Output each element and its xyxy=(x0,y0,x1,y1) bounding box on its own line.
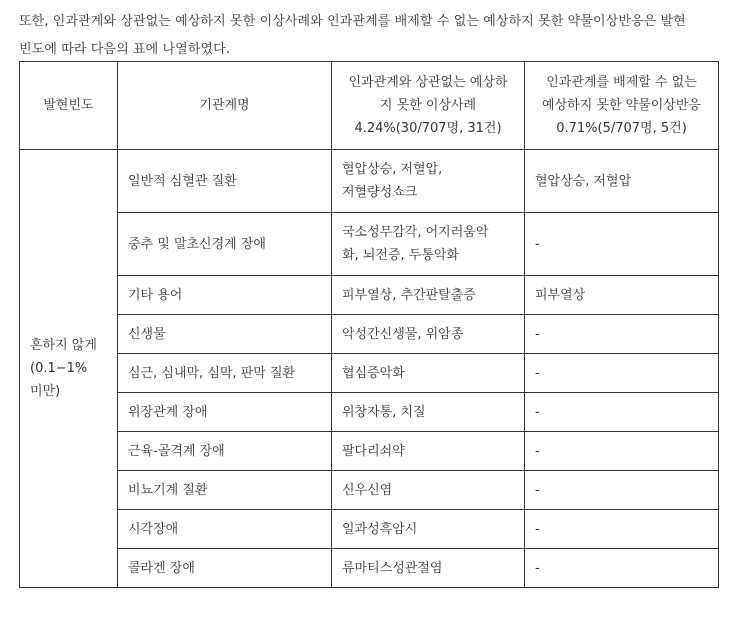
table-row xyxy=(20,276,719,315)
header-frequency: 발현빈도 xyxy=(20,62,118,150)
header-unrelated-line-2: 지 못한 이상사례 xyxy=(379,98,477,113)
causal-cell: - xyxy=(525,213,719,276)
intro-line-1: 또한, 인과관계와 상관없는 예상하지 못한 이상사례와 인과관계를 배제할 수 없는 예상하지 못한 약물이상반응은 발현 xyxy=(19,14,686,29)
frequency-line-3: 미만) xyxy=(30,384,61,399)
causal-cell: - xyxy=(525,432,719,471)
table-row xyxy=(20,432,719,471)
events-cell: 팔다리쇠약 xyxy=(332,432,525,471)
events-cell xyxy=(332,150,525,213)
causal-cell: 혈압상승, 저혈압 xyxy=(525,150,719,213)
causal-cell: - xyxy=(525,315,719,354)
events-cell: 악성간신생물, 위암종 xyxy=(332,315,525,354)
intro-paragraph xyxy=(19,8,724,64)
events-line-2: 저혈량성쇼크 xyxy=(342,185,418,200)
table-row xyxy=(20,354,719,393)
header-unrelated-line-1: 인과관계와 상관없는 예상하 xyxy=(348,75,508,90)
events-cell: 일과성흑암시 xyxy=(332,510,525,549)
causal-cell: - xyxy=(525,510,719,549)
table-row xyxy=(20,150,719,213)
organ-cell: 신생물 xyxy=(118,315,332,354)
intro-line-2: 빈도에 따라 다음의 표에 나열하였다. xyxy=(19,42,231,57)
table-row xyxy=(20,315,719,354)
events-line-1: 국소성무감각, 어지러움악 xyxy=(342,225,489,240)
table-row xyxy=(20,213,719,276)
header-unrelated-line-3: 4.24%(30/707명, 31건) xyxy=(354,121,502,136)
organ-cell: 콜라겐 장애 xyxy=(118,549,332,588)
causal-cell: - xyxy=(525,354,719,393)
causal-cell: 피부열상 xyxy=(525,276,719,315)
events-cell: 신우신염 xyxy=(332,471,525,510)
organ-cell: 심근, 심내막, 심막, 판막 질환 xyxy=(118,354,332,393)
events-cell: 협심증악화 xyxy=(332,354,525,393)
events-line-2: 화, 뇌전증, 두통악화 xyxy=(342,248,459,263)
frequency-line-1: 흔하지 않게 xyxy=(30,338,97,353)
table-row xyxy=(20,510,719,549)
events-cell: 위창자통, 치질 xyxy=(332,393,525,432)
header-organ-class: 기관계명 xyxy=(118,62,332,150)
organ-cell: 시각장애 xyxy=(118,510,332,549)
events-cell: 류마티스성관절염 xyxy=(332,549,525,588)
header-unrelated-events xyxy=(332,62,525,150)
events-cell xyxy=(332,213,525,276)
table-header-row xyxy=(20,62,719,150)
causal-cell: - xyxy=(525,549,719,588)
header-causal-reactions xyxy=(525,62,719,150)
causal-cell: - xyxy=(525,471,719,510)
header-causal-line-1: 인과관계를 배제할 수 없는 xyxy=(546,75,697,90)
header-causal-line-3: 0.71%(5/707명, 5건) xyxy=(556,121,687,136)
organ-cell: 일반적 심혈관 질환 xyxy=(118,150,332,213)
frequency-group-cell xyxy=(20,150,118,588)
frequency-line-2: (0.1−1% xyxy=(30,361,88,376)
table-row xyxy=(20,549,719,588)
organ-cell: 근육-골격계 장애 xyxy=(118,432,332,471)
table-row xyxy=(20,471,719,510)
organ-cell: 중추 및 말초신경계 장애 xyxy=(118,213,332,276)
events-line-1: 혈압상승, 저혈압, xyxy=(342,162,443,177)
organ-cell: 비뇨기계 질환 xyxy=(118,471,332,510)
events-cell: 피부열상, 추간판탈출증 xyxy=(332,276,525,315)
causal-cell: - xyxy=(525,393,719,432)
organ-cell: 위장관계 장애 xyxy=(118,393,332,432)
header-causal-line-2: 예상하지 못한 약물이상반응 xyxy=(542,98,701,113)
organ-cell: 기타 용어 xyxy=(118,276,332,315)
table-row xyxy=(20,393,719,432)
adverse-events-table xyxy=(19,61,719,588)
